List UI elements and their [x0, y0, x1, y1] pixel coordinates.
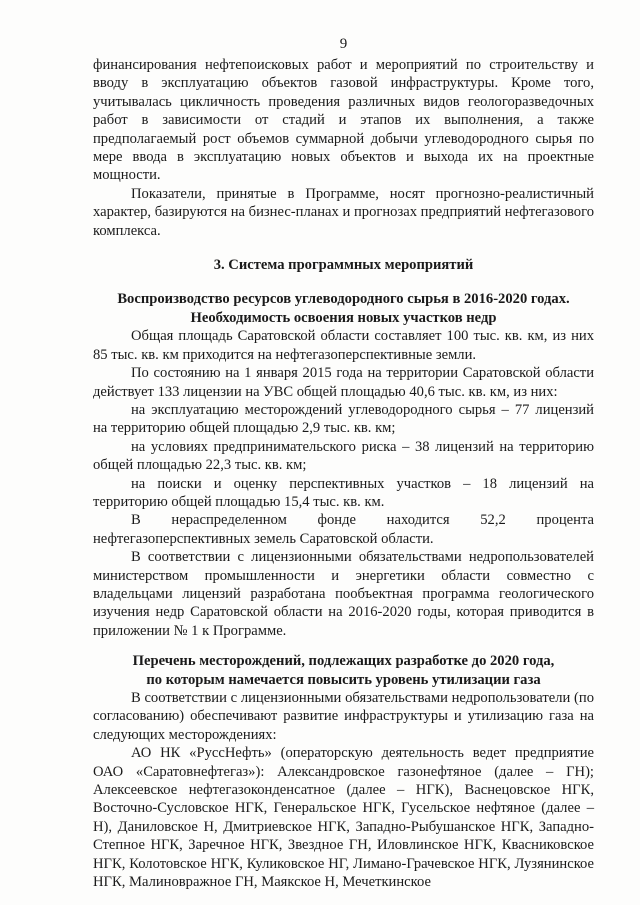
- subsection-heading-line1: Перечень месторождений, подлежащих разработке до 2020 года,: [132, 653, 555, 670]
- subsection-heading-line2: по которым намечается повысить уровень утилизации газа: [146, 671, 541, 688]
- list-paragraph: на эксплуатацию месторождений углеводородного сырья – 77 лицензий на территорию общей площадью 2,9 тыс. кв. км;: [93, 401, 594, 437]
- body-paragraph: АО НК «РуссНефть» (операторскую деятельность ведет предприятие ОАО «Саратовнефтегаз»): Александровское газонефтяное (далее – ГН); Алексеевское нефтегазоконденсатное (далее – НГК), Васнецовское НГК, Восточно-Сусловское НГК, Генеральское НГК, Гусельское нефтяное (далее – Н), Даниловское Н, Дмитриевское НГК, Западно-Рыбушанское НГК, Западно-Степное НГК, Заречное НГК, Звездное ГН, Иловлинское НГК, Квасниковское НГК, Колотовское НГК, Куликовское НГ, Лимано-Грачевское НГК, Лузянинское НГК, Малиновражное ГН, Маякское Н, Мечеткинское: [93, 745, 594, 891]
- list-paragraph: на поиски и оценку перспективных участков – 18 лицензий на территорию общей площадью 15,4 тыс. кв. км.: [93, 475, 594, 510]
- body-paragraph: финансирования нефтепоисковых работ и мероприятий по строительству и вводу в эксплуатацию объектов газовой инфраструктуры. Кроме того, учитывалась цикличность проведения различных видов геологоразведочных работ в зависимости от стадий и этапов их выполнения, а также предполагаемый рост объемов суммарной добычи углеводородного сырья по мере ввода в эксплуатацию новых объектов и выхода их на проектные мощности.: [93, 57, 594, 184]
- list-paragraph: на условиях предпринимательского риска – 38 лицензий на территорию общей площадью 22,3 тыс. кв. км;: [93, 438, 594, 474]
- body-paragraph: В соответствии с лицензионными обязательствами недропользователей министерством промышленности и энергетики области совместно с владельцами лицензий разработана пообъектная программа геологического изучения недр Саратовской области на 2016-2020 годы, которая приводится в приложении № 1 к Программе.: [93, 549, 594, 639]
- body-paragraph: Общая площадь Саратовской области составляет 100 тыс. кв. км, из них 85 тыс. кв. км приходится на нефтегазоперспективные земли.: [93, 328, 594, 363]
- section-title: 3. Система программных мероприятий: [213, 257, 474, 274]
- body-paragraph: В нераспределенном фонде находится 52,2 процента нефтегазоперспективных земель Саратовской области.: [93, 512, 594, 547]
- subsection-heading-line2: Необходимость освоения новых участков недр: [190, 309, 497, 326]
- subsection-heading-line1: Воспроизводство ресурсов углеводородного сырья в 2016-2020 годах.: [117, 291, 570, 308]
- body-paragraph: Показатели, принятые в Программе, носят прогнозно-реалистичный характер, базируются на бизнес-планах и прогнозах предприятий нефтегазового комплекса.: [93, 185, 594, 239]
- body-paragraph: По состоянию на 1 января 2015 года на территории Саратовской области действует 133 лицензии на УВС общей площадью 40,6 тыс. кв. км, из них:: [93, 365, 594, 400]
- page-number: 9: [339, 36, 348, 52]
- body-paragraph: В соответствии с лицензионными обязательствами недропользователи (по согласованию) обеспечивают развитие инфраструктуры и утилизацию газа на следующих месторождениях:: [93, 690, 594, 743]
- spacer: [93, 640, 594, 652]
